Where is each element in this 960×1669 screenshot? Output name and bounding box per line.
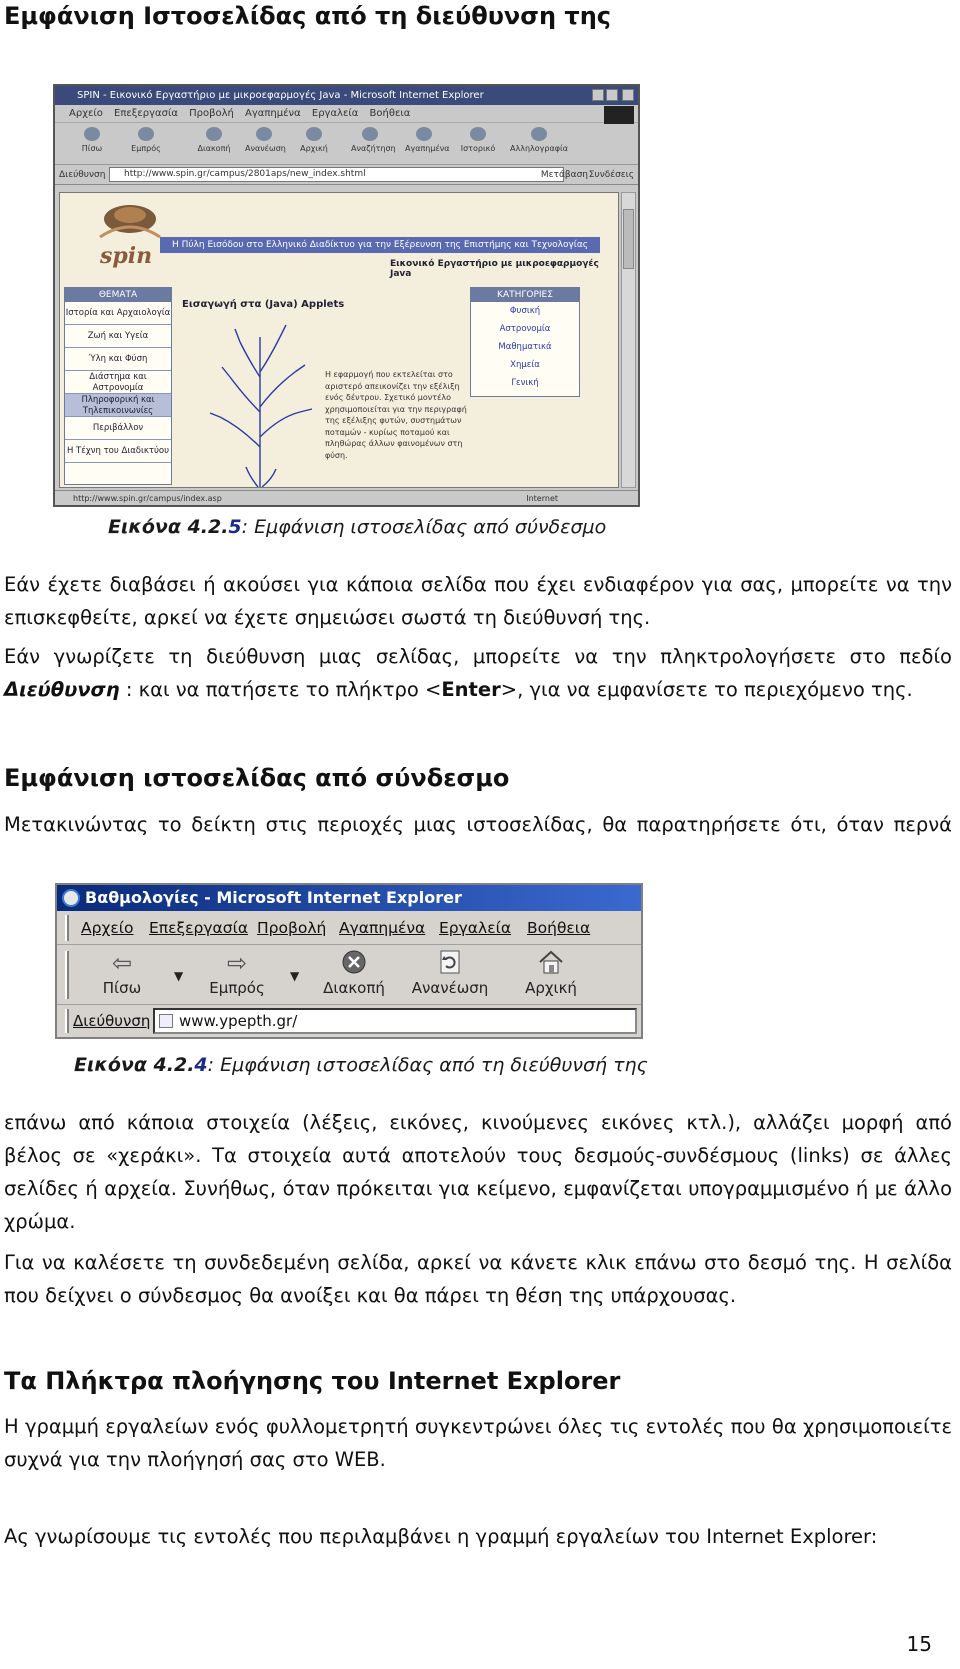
caption-number: 5 xyxy=(228,516,242,538)
category-item: Μαθηματικά xyxy=(498,342,552,352)
menu-view: Προβολή xyxy=(257,919,327,937)
toolbar xyxy=(55,123,638,165)
theme-item: Ζωή και Υγεία xyxy=(65,325,171,348)
window-title: SPIN - Εικονικό Εργαστήριο με μικροεφαρμογές Java - Microsoft Internet Explorer xyxy=(77,90,484,101)
menu-edit: Επεξεργασία xyxy=(149,919,249,937)
paragraph: Εάν γνωρίζετε τη διεύθυνση μιας σελίδας, μπορείτε να την πληκτρολογήσετε στο πεδίο Διεύθυνση : και να πατήσετε το πλήκτρο <Enter>, για να εμφανίσετε το περιεχόμενο της. xyxy=(4,645,952,701)
go-label: Μετάβαση xyxy=(540,170,588,180)
back-dropdown-icon: ▼ xyxy=(174,969,184,983)
toolbar-stop: Διακοπή xyxy=(319,949,389,999)
menu-tools: Εργαλεία xyxy=(439,919,512,937)
theme-item: Ύλη και Φύση xyxy=(65,348,171,371)
toolbar-refresh: Ανανέωση xyxy=(407,949,493,999)
window-titlebar xyxy=(55,86,638,105)
site-banner: Η Πύλη Εισόδου στο Ελληνικό Διαδίκτυο για την Εξέρευνση της Επιστήμης και Τεχνολογίας xyxy=(160,237,600,253)
page-title: Εμφάνιση Ιστοσελίδας από τη διεύθυνση της xyxy=(4,2,612,30)
category-item: Χημεία xyxy=(510,360,540,370)
figure-caption xyxy=(74,1054,648,1076)
back-icon xyxy=(84,127,100,141)
search-icon xyxy=(362,127,378,141)
favorites-icon xyxy=(416,127,432,141)
refresh-icon xyxy=(256,127,272,141)
address-value: www.ypepth.gr/ xyxy=(179,1012,298,1030)
status-url: http://www.spin.gr/campus/index.asp xyxy=(73,494,222,503)
categories-menu xyxy=(470,287,580,397)
toolbar-search: Αναζήτηση xyxy=(351,127,389,153)
section-heading: Τα Πλήκτρα πλοήγησης του Internet Explorer xyxy=(4,1367,621,1395)
toolbar-home: Αρχική xyxy=(295,127,333,153)
address-label: Διεύθυνση xyxy=(59,170,106,180)
caption-number: 4 xyxy=(194,1054,208,1076)
refresh-icon xyxy=(407,949,493,977)
address-field-name: Διεύθυνση xyxy=(4,678,120,701)
toolbar-mail: Αλληλογραφία xyxy=(509,127,569,153)
toolbar-stop: Διακοπή xyxy=(195,127,233,153)
ie-icon xyxy=(62,889,80,907)
toolbar-history: Ιστορικό xyxy=(459,127,497,153)
stop-icon xyxy=(206,127,222,141)
section-heading: Εμφάνιση ιστοσελίδας από σύνδεσμο xyxy=(4,764,510,792)
category-item: Αστρονομία xyxy=(499,324,551,334)
paragraph: Εάν έχετε διαβάσει ή ακούσει για κάποια σελίδα που έχει ενδιαφέρον για σας, μπορείτε να την επισκεφθείτε, αρκεί να έχετε σημειώσει σωστά τη διεύθυνσή της. xyxy=(4,573,952,629)
status-zone: Internet xyxy=(526,494,558,503)
category-item: Φυσική xyxy=(509,306,541,316)
menu-favorites: Αγαπημένα xyxy=(339,919,426,937)
caption-text: : Εμφάνιση ιστοσελίδας από σύνδεσμο xyxy=(241,516,607,538)
toolbar-forward: Εμπρός xyxy=(127,127,165,153)
plant-description: Η εφαρμογή που εκτελείται στο αριστερό απεικονίζει την εξέλιξη ενός δέντρου. Σχετικό μοντέλο χρησιμοποιείται για την περιγραφή της εξέλιξης φυτών, συστημάτων ποταμών - κυρίως ποταμού και πληθώρας άλλων φαινομένων στη φύση. xyxy=(325,370,467,460)
window-title: Βαθμολογίες - Microsoft Internet Explorer xyxy=(85,888,462,907)
category-item: Γενική xyxy=(511,378,539,388)
figure-ie-toolbar xyxy=(55,883,643,1039)
applets-title: Εισαγωγή στα (Java) Applets xyxy=(182,299,345,310)
paragraph: Η γραμμή εργαλείων ενός φυλλομετρητή συγκεντρώνει όλες τις εντολές που θα χρησιμοποιείτε συχνά για την πλοήγησή σας στο WEB. xyxy=(4,1415,952,1471)
figure-browser-screenshot xyxy=(53,84,640,507)
toolbar-refresh: Ανανέωση xyxy=(245,127,283,153)
theme-item: Περιβάλλον xyxy=(65,417,171,440)
enter-key: Enter xyxy=(441,678,501,701)
address-field: http://www.spin.gr/campus/2801aps/new_index.shtml xyxy=(109,167,564,182)
paragraph: Για να καλέσετε τη συνδεδεμένη σελίδα, αρκεί να κάνετε κλικ επάνω στο δεσμό της. Η σελίδα που δείχνει ο σύνδεσμος θα ανοίξει και θα πάρει τη θέση της υπάρχουσας. xyxy=(4,1251,952,1307)
toolbar-forward: ⇨ Εμπρός xyxy=(207,949,267,999)
home-icon xyxy=(521,949,581,977)
links-label: Συνδέσεις xyxy=(588,170,634,180)
menu-help: Βοήθεια xyxy=(527,919,591,937)
caption-label: Εικόνα 4.2. xyxy=(108,516,229,538)
page-icon xyxy=(159,1014,173,1028)
theme-item: Διάστημα και Αστρονομία xyxy=(65,371,171,394)
ie-logo-icon xyxy=(604,106,634,124)
history-icon xyxy=(470,127,486,141)
toolbar-home: Αρχική xyxy=(521,949,581,999)
address-bar xyxy=(57,1005,641,1037)
themes-header: ΘΕΜΑΤΑ xyxy=(65,288,171,302)
site-logo-text: spin xyxy=(100,243,153,269)
paragraph: επάνω από κάποια στοιχεία (λέξεις, εικόνες, κινούμενες εικόνες κτλ.), αλλάζει μορφή από βέλος σε «χεράκι». Τα στοιχεία αυτά αποτελούν τους δεσμούς-συνδέσμους (links) σε άλλες σελίδες ή αρχεία. Συνήθως, όταν πρόκειται για κείμενο, εμφανίζεται υπογραμμισμένο ή με άλλο χρώμα. xyxy=(4,1111,952,1233)
caption-label: Εικόνα 4.2. xyxy=(74,1054,195,1076)
menu-bar: Αρχείο Επεξεργασία Προβολή Αγαπημένα Εργαλεία Βοήθεια xyxy=(55,105,638,123)
paragraph: Ας γνωρίσουμε τις εντολές που περιλαμβάνει η γραμμή εργαλείων του Internet Explorer: xyxy=(4,1525,878,1548)
menu-file: Αρχείο xyxy=(81,919,134,937)
themes-menu xyxy=(64,287,172,485)
theme-item: Η Τέχνη του Διαδικτύου xyxy=(65,440,171,463)
paragraph: Μετακινώντας το δείκτη στις περιοχές μιας ιστοσελίδας, θα παρατηρήσετε ότι, όταν περνά xyxy=(4,813,952,836)
theme-item: Ιστορία και Αρχαιολογία xyxy=(65,302,171,325)
toolbar-favorites: Αγαπημένα xyxy=(405,127,443,153)
stop-icon xyxy=(319,949,389,977)
back-arrow-icon: ⇦ xyxy=(111,949,133,977)
figure-caption xyxy=(108,516,606,538)
menu-bar xyxy=(57,911,641,945)
webpage-content xyxy=(59,192,619,488)
theme-item: Πληροφορική και Τηλεπικοινωνίες xyxy=(65,394,171,417)
forward-arrow-icon: ⇨ xyxy=(226,949,248,977)
home-icon xyxy=(306,127,322,141)
window-titlebar xyxy=(57,885,641,911)
status-bar xyxy=(55,490,638,505)
forward-dropdown-icon: ▼ xyxy=(290,969,300,983)
categories-header: ΚΑΤΗΓΟΡΙΕΣ xyxy=(471,288,579,302)
toolbar xyxy=(57,945,641,1005)
page-number: 15 xyxy=(906,1632,932,1656)
caption-text: : Εμφάνιση ιστοσελίδας από τη διεύθυνσή της xyxy=(207,1054,648,1076)
address-bar xyxy=(55,165,638,185)
site-subtitle: Εικονικό Εργαστήριο με μικροεφαρμογές Java xyxy=(390,259,599,279)
toolbar-back: ⇦ Πίσω xyxy=(97,949,147,999)
toolbar-back: Πίσω xyxy=(73,127,111,153)
plant-illustration xyxy=(200,317,320,488)
mail-icon xyxy=(531,127,547,141)
address-field xyxy=(153,1008,637,1034)
vertical-scrollbar xyxy=(621,192,636,488)
address-label: Διεύθυνση xyxy=(73,1012,151,1030)
forward-icon xyxy=(138,127,154,141)
